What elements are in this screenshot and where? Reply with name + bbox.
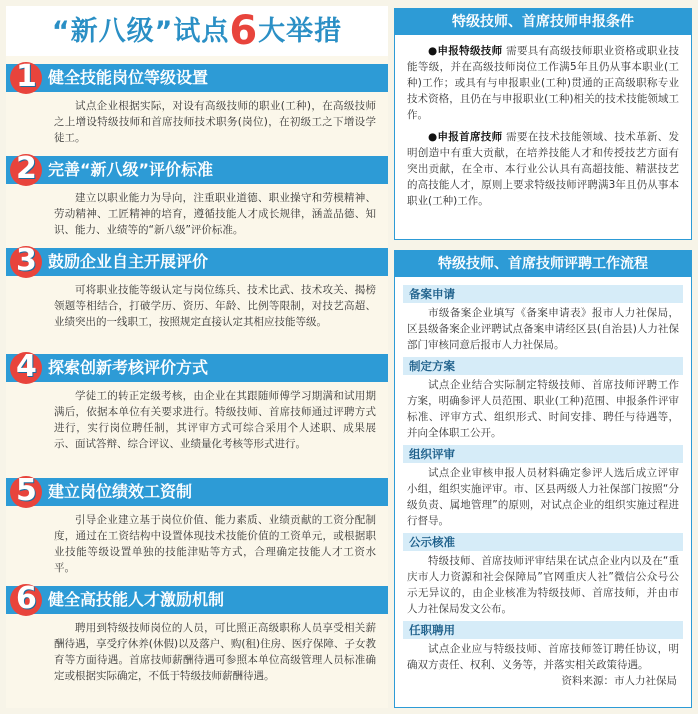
- data-source: 资料来源：市人力社保局: [561, 675, 677, 687]
- measure-heading-text: 鼓励企业自主开展评价: [48, 252, 209, 271]
- measure-number: 3: [16, 243, 37, 278]
- measure-section-3: [6, 243, 388, 330]
- measure-body: 聘用到特级技师岗位的人员，可比照正高级职称人员享受相关薪酬待遇，享受疗休养(休假)以及落户、购(租)住房、医疗保障、子女教育等方面待遇。首席技师薪酬待遇可参照本单位高级管理人员标准确定或根据实际确定，不低于特级技师薪酬待遇。: [54, 622, 376, 682]
- condition-chief-technician: [395, 129, 691, 209]
- measure-heading-text: 探索创新考核评价方式: [48, 358, 209, 377]
- condition-special-technician: [395, 43, 691, 123]
- measure-body: 可将职业技能等级认定与岗位练兵、技术比武、技术攻关、揭榜领题等相结合，打破学历、资历、年龄、比例等限制，对技艺高超、业绩突出的一线职工，按照规定直接认定其相应技能等级。: [54, 284, 376, 328]
- measure-number: 4: [16, 349, 37, 384]
- step-body-review: 试点企业审核申报人员材料确定参评人选后成立评审小组，组织实施评审。市、区县两级人力社保部门按照“分级负责、属地管理”的原则，对试点企业的组织实施过程进行督导。: [407, 467, 679, 527]
- condition-text: 需要具有高级技师职业资格或职业技能等级，并在高级技师岗位工作满5年且仍从事本职业(工种)工作；或具有与申报职业(工种)贯通的正高级职称专业技术资格，且仍在与申报职业(工种)相关的技术技能领域工作。: [407, 45, 680, 121]
- measure-section-1: [6, 59, 388, 146]
- step-heading-publicity: 公示核准: [403, 533, 683, 551]
- step-body-filing: 市级备案企业填写《备案申请表》报市人力社保局，区县级备案企业评聘试点备案申请经区县(自治县)人力社保部门审核同意后报市人力社保局。: [407, 307, 679, 351]
- measure-body: 建立以职业能力为导向，注重职业道德、职业操守和劳模精神、劳动精神、工匠精神的培育，遵循技能人才成长规律，涵盖品德、知识、能力、业绩等的“新八级”评价标准。: [54, 192, 376, 236]
- condition-lead: ●申报特级技师: [428, 45, 503, 57]
- measure-heading: [6, 581, 388, 616]
- step-body-publicity: 特级技师、首席技师评审结果在试点企业内以及在“重庆市人力资源和社会保障局”官网重庆人社”微信公众号公示无异议的，由企业核准为特级技师、首席技师，并由市人力社保局发文公布。: [407, 555, 679, 615]
- evaluation-process-title: 特级技师、首席技师评聘工作流程: [395, 251, 691, 277]
- measure-heading-text: 建立岗位绩效工资制: [48, 482, 193, 501]
- step-heading-appointment: 任职聘用: [403, 621, 683, 639]
- condition-lead: ●申报首席技师: [428, 131, 503, 143]
- measure-section-4: [6, 349, 388, 452]
- measure-heading: [6, 349, 388, 384]
- measure-heading: [6, 243, 388, 278]
- measure-number: 6: [16, 581, 37, 616]
- evaluation-process-box: [394, 250, 692, 708]
- main-title-after: 大举措: [258, 16, 343, 47]
- measures-column: [6, 6, 388, 708]
- measure-heading: [6, 59, 388, 94]
- main-title-before: “新八级”试点: [51, 16, 230, 47]
- main-title: [6, 6, 388, 56]
- measure-section-2: [6, 151, 388, 238]
- step-body-plan: 试点企业结合实际制定特级技师、首席技师评聘工作方案，明确参评人员范围、职业(工种)范围、申报条件评审标准、评审方式、组织形式、时间安排、聘任与待遇等，并向全体职工公开。: [407, 379, 679, 439]
- application-conditions-box: [394, 8, 692, 240]
- main-title-number: 6: [229, 8, 259, 54]
- condition-text: 需要在技术技能领域、技术革新、发明创造中有重大贡献，在培养技能人才和传授技艺方面有突出贡献，在全市、本行业公认具有高超技能、精湛技艺的高技能人才，原则上要求特级技师评聘满3年且仍从事本职业(工种)工作。: [407, 131, 680, 207]
- measure-heading-text: 健全高技能人才激励机制: [48, 590, 225, 609]
- measure-body: 试点企业根据实际，对设有高级技师的职业(工种)，在高级技师之上增设特级技师和首席技师技术职务(岗位)，在初级工之下增设学徒工。: [54, 100, 376, 144]
- measure-heading: [6, 151, 388, 186]
- step-heading-review: 组织评审: [403, 445, 683, 463]
- step-heading-filing: 备案申请: [403, 285, 683, 303]
- measure-heading-text: 健全技能岗位等级设置: [48, 68, 209, 87]
- measure-section-5: [6, 473, 388, 576]
- step-heading-plan: 制定方案: [403, 357, 683, 375]
- measure-heading: [6, 473, 388, 508]
- step-body-appointment: 试点企业应与特级技师、首席技师签订聘任协议，明确双方责任、权利、义务等，并落实相关政策待遇。: [407, 643, 679, 671]
- measure-section-6: [6, 581, 388, 684]
- measure-body: 学徒工的转正定级考核，由企业在其跟随师傅学习期满和试用期满后，依据本单位有关要求进行。特级技师、首席技师通过评聘方式进行，实行岗位聘任制，其评审方式可综合采用个人述职、成果展示、面试答辩、综合评议、业绩量化考核等形式进行。: [54, 390, 376, 450]
- application-conditions-title: 特级技师、首席技师申报条件: [395, 9, 691, 35]
- measure-number: 5: [16, 473, 37, 508]
- measure-number: 1: [16, 59, 37, 94]
- measure-number: 2: [16, 151, 37, 186]
- measure-body: 引导企业建立基于岗位价值、能力素质、业绩贡献的工资分配制度，通过在工资结构中设置体现技术技能价值的工资单元，或根据职业技能等级设置单独的技能津贴等方式，合理确定技能人才工资水平。: [54, 514, 376, 574]
- measure-heading-text: 完善“新八级”评价标准: [48, 160, 214, 179]
